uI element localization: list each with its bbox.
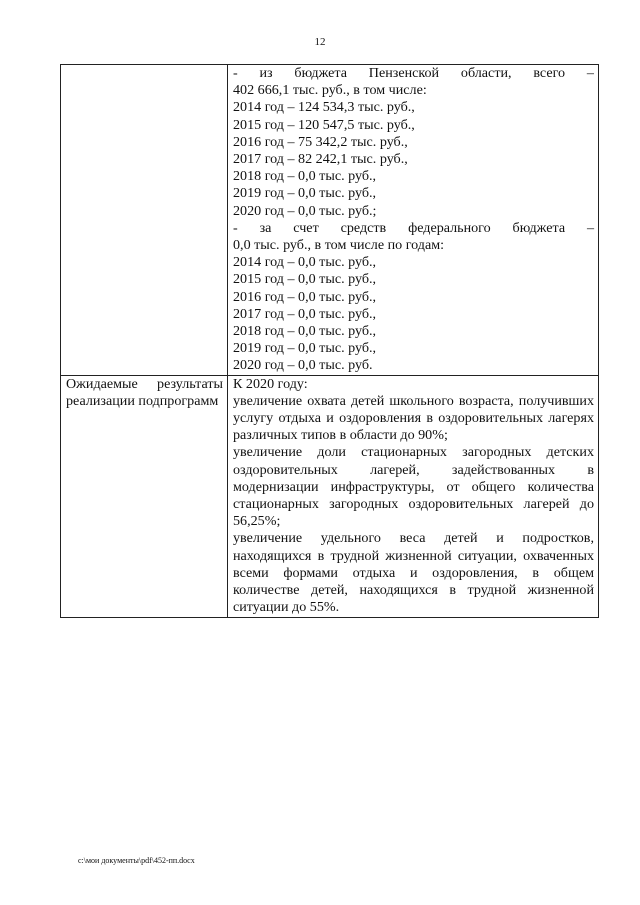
federal-year-line: 2015 год – 0,0 тыс. руб.,: [233, 271, 377, 288]
federal-total: 0,0 тыс. руб., в том числе по годам:: [233, 237, 445, 254]
federal-word: средств: [340, 219, 387, 236]
regional-word: –: [586, 65, 594, 81]
regional-year-line: 2014 год – 124 534,3 тыс. руб.,: [233, 99, 415, 116]
result-item: увеличение доли стационарных загородных детских оздоровительных лагерей, задействованных в модернизации инфраструктуры, от общего количества стационарных загородных оздоровительных лагерей до 56,25%;: [233, 444, 594, 530]
results-label: Ожидаемые результаты реализации подпрограмм: [66, 375, 223, 409]
federal-year-line: 2017 год – 0,0 тыс. руб.,: [233, 305, 377, 322]
federal-year-line: 2020 год – 0,0 тыс. руб.: [233, 357, 373, 374]
regional-year-line: 2017 год – 82 242,1 тыс. руб.,: [233, 151, 408, 168]
page-number: 12: [314, 36, 326, 48]
regional-word: области,: [460, 65, 512, 81]
regional-word: из: [259, 65, 273, 81]
federal-year-line: 2016 год – 0,0 тыс. руб.,: [233, 288, 377, 305]
federal-word: за: [259, 219, 272, 236]
result-item: увеличение охвата детей школьного возраста, получивших услугу отдыха и оздоровления в оздоровительных лагерях различных типов в области до 90%;: [233, 392, 594, 444]
regional-year-line: 2015 год – 120 547,5 тыс. руб.,: [233, 116, 415, 133]
results-label-cell: [61, 375, 228, 617]
regional-year-line: 2020 год – 0,0 тыс. руб.;: [233, 202, 377, 219]
results-content-cell: [228, 375, 599, 617]
federal-year-line: 2018 год – 0,0 тыс. руб.,: [233, 323, 377, 340]
regional-year-line: 2018 год – 0,0 тыс. руб.,: [233, 168, 377, 185]
regional-budget-heading: [233, 65, 594, 82]
federal-word: счет: [293, 219, 319, 236]
funding-content-cell: [228, 65, 599, 376]
subprogram-passport-table: [60, 64, 599, 618]
federal-word: бюджета: [512, 219, 566, 236]
funding-label-cell: [61, 65, 228, 376]
regional-word: -: [233, 65, 238, 81]
results-row: [61, 375, 599, 617]
regional-word: Пензенской: [368, 65, 440, 81]
regional-year-line: 2016 год – 75 342,2 тыс. руб.,: [233, 133, 408, 150]
federal-word: -: [233, 219, 238, 236]
regional-year-line: 2019 год – 0,0 тыс. руб.,: [233, 185, 377, 202]
federal-budget-heading: [233, 220, 594, 237]
results-intro: К 2020 году:: [233, 375, 308, 392]
federal-year-line: 2019 год – 0,0 тыс. руб.,: [233, 340, 377, 357]
result-item: увеличение удельного веса детей и подростков, находящихся в трудной жизненной ситуации, охваченных всеми формами отдыха и оздоровления, в общем количестве детей, находящихся в трудной жизненной ситуации до 55%.: [233, 530, 594, 616]
regional-total: 402 666,1 тыс. руб., в том числе:: [233, 82, 427, 99]
federal-year-line: 2014 год – 0,0 тыс. руб.,: [233, 254, 377, 271]
regional-word: всего: [533, 65, 566, 81]
file-path-footer: c:\мои документы\pdf\452-пп.docx: [78, 856, 195, 865]
federal-word: –: [586, 219, 594, 236]
funding-row: [61, 65, 599, 376]
federal-word: федерального: [408, 219, 491, 236]
regional-word: бюджета: [294, 65, 347, 81]
